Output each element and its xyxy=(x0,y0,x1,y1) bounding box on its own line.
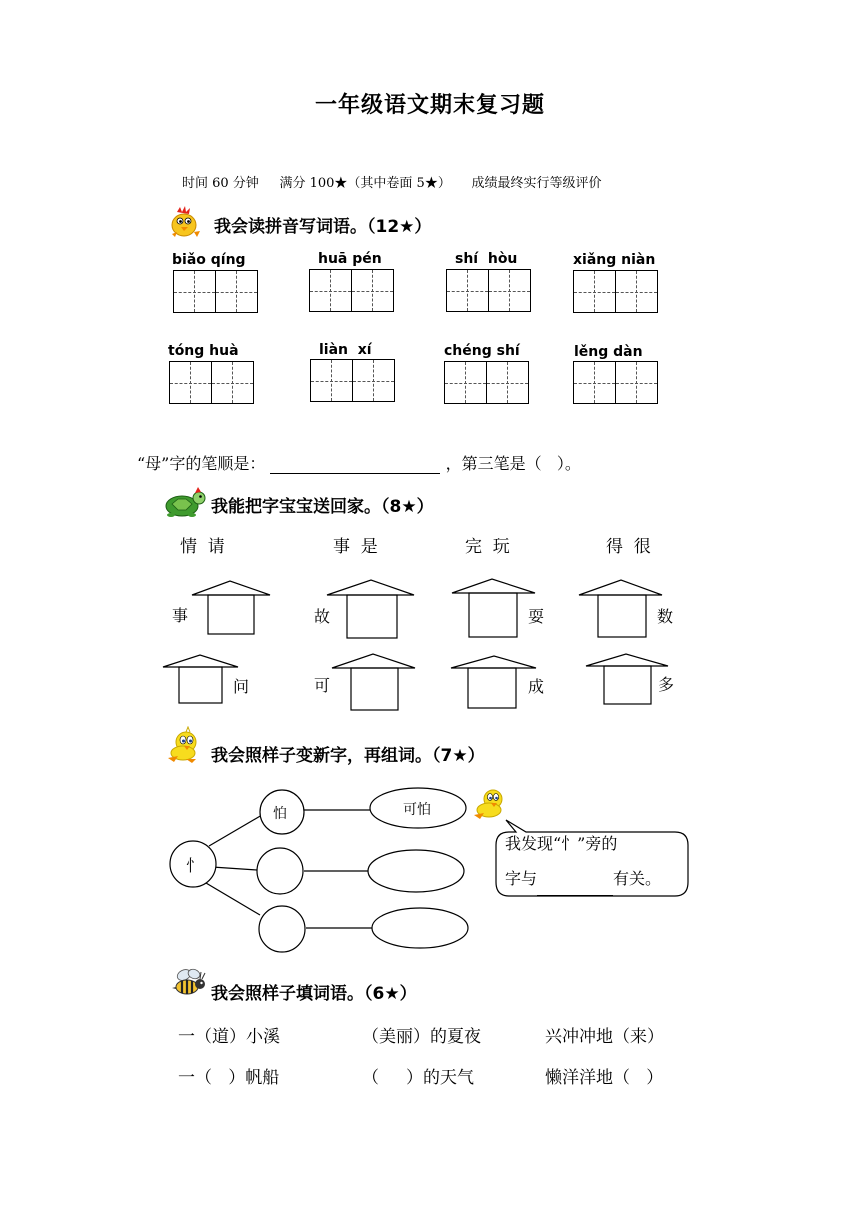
house-char: 耍 xyxy=(528,607,545,626)
phrase-example: （美丽）的夏夜 xyxy=(362,1027,481,1047)
bubble-line-2 xyxy=(505,862,661,896)
house-char: 数 xyxy=(657,607,674,626)
phrase-example: 一（道）小溪 xyxy=(178,1027,280,1047)
section3-heading: 我会照样子变新字，再组词。（7★） xyxy=(211,746,485,766)
house-box[interactable] xyxy=(586,654,668,704)
house-char: 问 xyxy=(233,677,250,696)
root-char: 忄 xyxy=(186,856,203,875)
house-box[interactable] xyxy=(332,654,415,710)
phrase-blank[interactable]: 一（ ）帆船 xyxy=(178,1068,280,1088)
bubble-text-b: 有关。 xyxy=(613,869,662,888)
house-box[interactable] xyxy=(452,579,535,637)
section1-heading: 我会读拼音写词语。（12★） xyxy=(214,217,432,237)
stroke-question-prefix: “母”字的笔顺是： xyxy=(137,454,266,473)
house-box[interactable] xyxy=(579,580,662,637)
section4-heading: 我会照样子填词语。（6★） xyxy=(211,984,417,1004)
pinyin-label: xiǎng niàn xyxy=(573,252,656,268)
house-box[interactable] xyxy=(163,655,238,703)
house-char: 成 xyxy=(528,677,545,696)
phrase-blank[interactable]: 懒洋洋地（ ） xyxy=(545,1068,664,1088)
char-circle[interactable] xyxy=(259,906,305,952)
exam-score: 满分 100★（其中卷面 5★） xyxy=(279,176,451,191)
bee-icon xyxy=(172,966,208,1000)
phrase-blank[interactable]: （ ）的天气 xyxy=(362,1068,475,1088)
pinyin-label: liàn xí xyxy=(319,342,372,358)
page-title: 一年级语文期末复习题 xyxy=(314,92,545,118)
word-ellipse[interactable] xyxy=(372,908,468,948)
word-ellipse[interactable] xyxy=(368,850,464,892)
example-word: 可怕 xyxy=(403,802,431,818)
bird-icon xyxy=(472,786,510,820)
bubble-line-1: 我发现“忄”旁的 xyxy=(505,834,618,853)
pinyin-label: lěng dàn xyxy=(574,344,643,360)
word-pair: 得 很 xyxy=(606,537,651,557)
bird-icon xyxy=(166,726,204,764)
exam-time: 时间 60 分钟 xyxy=(182,176,259,191)
house-char: 故 xyxy=(314,607,331,626)
exam-grade: 成绩最终实行等级评价 xyxy=(471,176,602,191)
house-char: 多 xyxy=(658,675,675,694)
pinyin-label: huā pén xyxy=(318,251,382,267)
house-box[interactable] xyxy=(327,580,414,638)
house-box[interactable] xyxy=(192,581,270,634)
house-box[interactable] xyxy=(451,656,536,708)
house-char: 可 xyxy=(314,676,331,695)
phrase-example: 兴冲冲地（来） xyxy=(545,1027,664,1047)
pinyin-label: shí hòu xyxy=(455,251,518,267)
word-pair: 情 请 xyxy=(180,537,225,557)
bubble-text-a: 字与 xyxy=(505,869,538,888)
stroke-question-suffix: ）。 xyxy=(556,454,581,473)
section2-heading: 我能把字宝宝送回家。（8★） xyxy=(211,497,434,517)
example-char: 怕 xyxy=(273,806,287,822)
char-circle[interactable] xyxy=(257,848,303,894)
pinyin-label: tóng huà xyxy=(168,343,239,359)
word-pair: 完 玩 xyxy=(465,537,510,557)
pinyin-label: biǎo qíng xyxy=(172,252,246,268)
bubble-answer-line[interactable] xyxy=(537,873,613,896)
house-char: 事 xyxy=(172,606,189,625)
word-pair: 事 是 xyxy=(333,537,378,557)
pinyin-label: chéng shí xyxy=(444,343,520,359)
stroke-question-middle: ，第三笔是（ xyxy=(445,454,542,473)
